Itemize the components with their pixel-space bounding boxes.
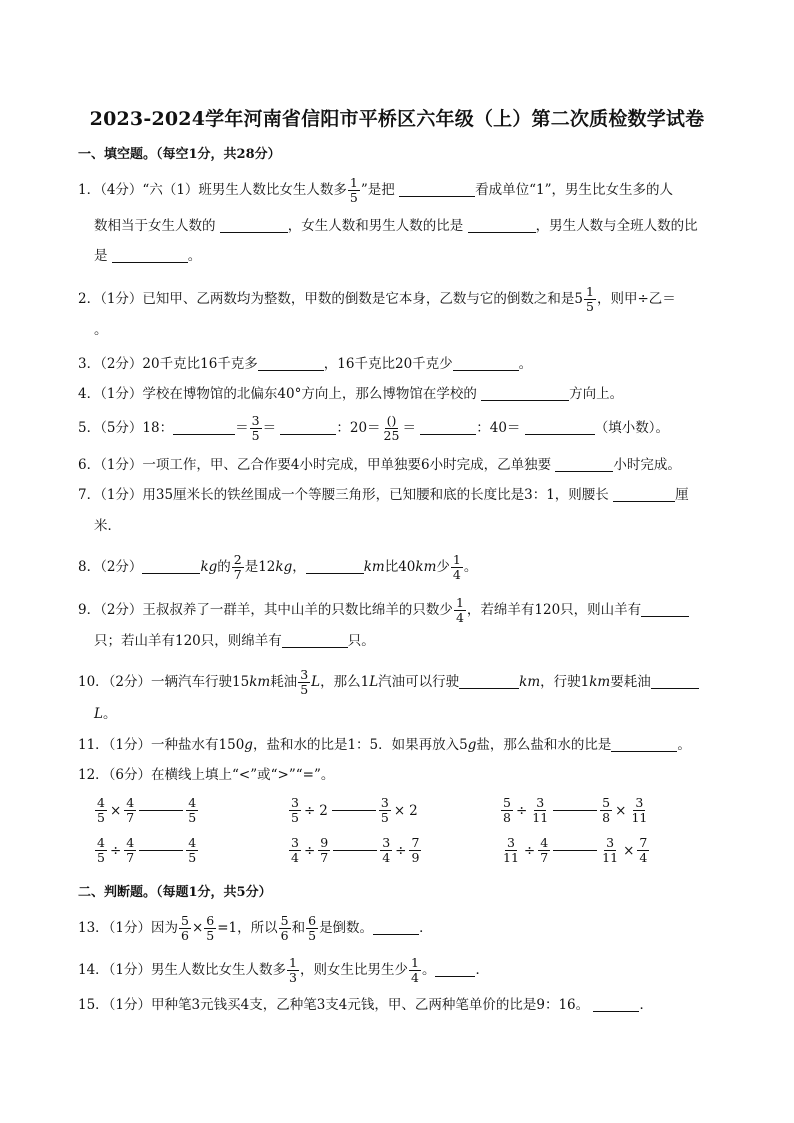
answer-blank[interactable] <box>373 920 419 935</box>
question-9-line-2: 只；若山羊有120只，则绵羊有 只。 <box>94 633 375 649</box>
question-7: 7．（1分）用35厘米长的铁丝围成一个等腰三角形，已知腰和底的长度比是3：1，则腰长 厘 <box>78 487 689 503</box>
fraction: $\frac{1}{5}$ <box>349 175 358 205</box>
comparison-5: $\frac{3}{4}$ ÷ $\frac{9}{7}$ $\frac{3}{4}$ ÷ $\frac{7}{9}$ <box>291 835 420 865</box>
answer-blank[interactable] <box>139 810 183 811</box>
answer-blank[interactable] <box>142 559 200 574</box>
question-8: 8．（2分） kg的 $\frac{2}{7}$ 是12kg， km比40km少 $\frac{1}{4}$ 。 <box>78 552 478 582</box>
answer-blank[interactable] <box>435 962 475 977</box>
answer-blank[interactable] <box>220 218 288 233</box>
answer-blank[interactable] <box>555 457 613 472</box>
answer-blank[interactable] <box>139 850 183 851</box>
comparison-3: $\frac{5}{8}$ ÷ $\frac{3}{11}$ $\frac{5}{8}$ × $\frac{3}{11}$ <box>503 795 648 825</box>
fraction: $\frac{1}{5}$ <box>586 284 594 314</box>
question-13: 13．（1分）因为 $\frac{5}{6}$ × $\frac{6}{5}$ =1，所以 $\frac{5}{6}$ 和 $\frac{6}{5}$ 是倒数。 ． <box>78 913 433 943</box>
answer-blank[interactable] <box>399 182 475 197</box>
question-10-line-2: L。 <box>94 706 117 722</box>
question-10: 10．（2分）一辆汽车行驶15km耗油 $\frac{3}{5}$ L，那么1L汽油可以行驶 km，行驶1km要耗油 <box>78 668 718 697</box>
fraction: $\frac{1}{4}$ <box>452 552 461 582</box>
answer-blank[interactable] <box>611 737 677 752</box>
question-1-line-2: 数相当于女生人数的 ，女生人数和男生人数的比是 ，男生人数与全班人数的比 <box>94 218 698 234</box>
comparison-6: $\frac{3}{11}$ ÷ $\frac{4}{7}$ $\frac{3}{11}$ × $\frac{7}{4}$ <box>503 835 648 865</box>
comparison-1: $\frac{4}{5}$ × $\frac{4}{7}$ $\frac{4}{5}$ <box>97 795 197 825</box>
question-2: 2．（1分）已知甲、乙两数均为整数，甲数的倒数是它本身，乙数与它的倒数之和是5 $\frac{1}{5}$ ，则甲÷乙＝ <box>78 284 676 314</box>
question-9: 9．（2分）王叔叔养了一群羊，其中山羊的只数比绵羊的只数少 $\frac{1}{4}$ ，若绵羊有120只，则山羊有 <box>78 596 718 625</box>
section-fill-in: 一、填空题。（每空1分，共28分） <box>78 147 281 162</box>
answer-blank[interactable] <box>481 386 569 401</box>
answer-blank[interactable] <box>258 356 324 371</box>
answer-blank[interactable] <box>525 420 595 435</box>
page-title: 2023-2024学年河南省信阳市平桥区六年级（上）第二次质检数学试卷 <box>89 108 705 130</box>
question-4: 4．（1分）学校在博物馆的北偏东40°方向上，那么博物馆在学校的 方向上。 <box>78 386 624 402</box>
question-14: 14．（1分）男生人数比女生人数多 $\frac{1}{3}$ ，则女生比男生少 $\frac{1}{4}$ 。 ． <box>78 955 489 985</box>
answer-blank[interactable] <box>593 997 639 1012</box>
fraction: $\frac{3}{5}$ <box>251 413 260 443</box>
comparison-4: $\frac{4}{5}$ ÷ $\frac{4}{7}$ $\frac{4}{5}$ <box>97 835 197 865</box>
answer-blank[interactable] <box>641 602 689 617</box>
fraction: $\frac{3}{5}$ <box>300 667 309 697</box>
answer-blank[interactable] <box>553 810 597 811</box>
section-true-false: 二、判断题。（每题1分，共5分） <box>78 885 272 900</box>
answer-blank[interactable] <box>112 248 188 263</box>
answer-blank[interactable] <box>553 850 597 851</box>
question-2-line-2: 。 <box>94 322 108 338</box>
answer-blank[interactable] <box>306 559 364 574</box>
answer-blank[interactable] <box>333 850 377 851</box>
answer-blank[interactable] <box>420 420 476 435</box>
question-15: 15．（1分）甲种笔3元钱买4支，乙种笔3支4元钱，甲、乙两种笔单价的比是9：16。 ． <box>78 997 653 1013</box>
answer-blank[interactable] <box>453 356 519 371</box>
question-3: 3．（2分）20千克比16千克多 ，16千克比20千克少 。 <box>78 356 533 372</box>
fraction: $\frac{2}{7}$ <box>233 552 242 582</box>
fraction: $\frac{()}{25}$ <box>383 413 400 443</box>
answer-blank[interactable] <box>173 420 235 435</box>
answer-blank[interactable] <box>613 487 675 502</box>
fraction: $\frac{1}{4}$ <box>455 595 464 625</box>
answer-blank[interactable] <box>282 633 348 648</box>
comparison-2: $\frac{3}{5}$ ÷ 2 $\frac{3}{5}$ × 2 <box>291 795 418 825</box>
question-1-line-1: 1．（4分）“六（1）班男生人数比女生人数多 $\frac{1}{5}$ ”是把 看成单位“1”，男生比女生多的人 <box>78 175 673 205</box>
question-12: 12．（6分）在横线上填上“<”或“>”“=”。 <box>78 767 335 783</box>
question-11: 11．（1分）一种盐水有150g，盐和水的比是1：5．如果再放入5g盐，那么盐和水的比是 。 <box>78 737 691 753</box>
answer-blank[interactable] <box>332 810 376 811</box>
answer-blank[interactable] <box>459 674 519 689</box>
answer-blank[interactable] <box>651 674 699 689</box>
question-5: 5．（5分）18： ＝ $\frac{3}{5}$ ＝ ：20＝ $\frac{()}{25}$ ＝ ：40＝ （填小数）。 <box>78 413 669 443</box>
question-7-line-2: 米． <box>94 518 121 534</box>
question-1-line-3: 是 。 <box>94 248 202 264</box>
answer-blank[interactable] <box>280 420 336 435</box>
question-6: 6．（1分）一项工作，甲、乙合作要4小时完成，甲单独要6小时完成，乙单独要 小时完成。 <box>78 457 681 473</box>
answer-blank[interactable] <box>468 218 536 233</box>
